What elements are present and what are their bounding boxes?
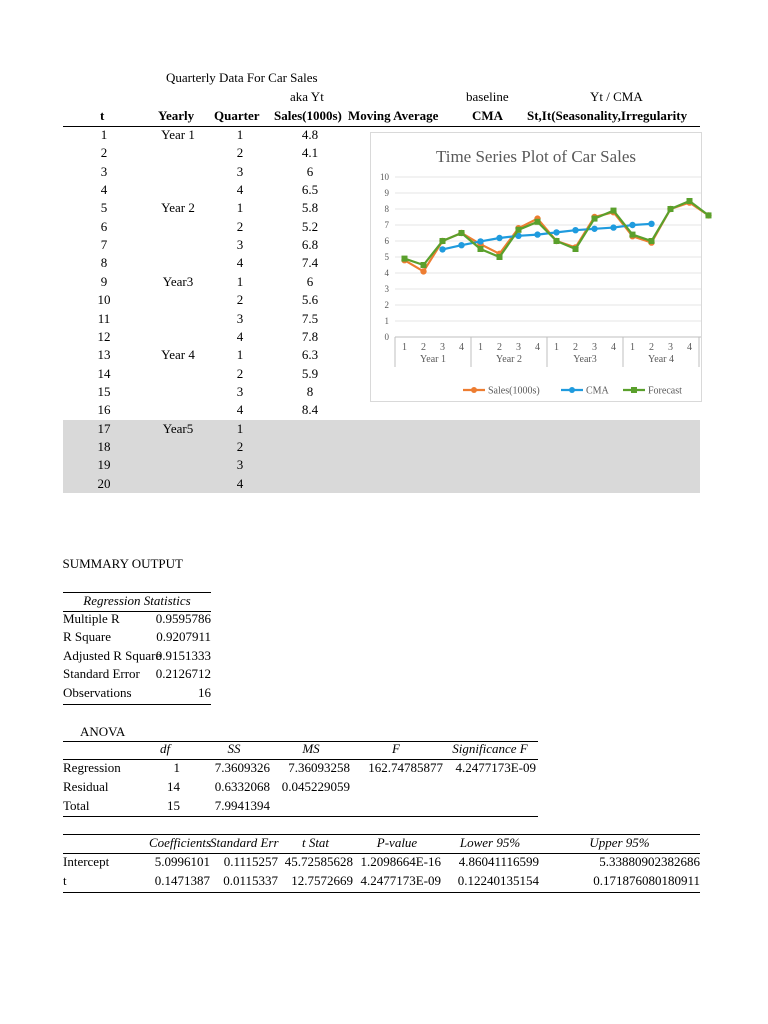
cell-year: Year5 bbox=[162, 420, 194, 436]
x-tick-label: 2 bbox=[497, 342, 502, 353]
coef-bottom-rule bbox=[63, 892, 700, 893]
cell-quarter: 3 bbox=[236, 457, 244, 473]
data-point bbox=[572, 227, 578, 233]
coef-tstat: 12.7572669 bbox=[291, 873, 353, 888]
data-point bbox=[611, 208, 617, 214]
data-point bbox=[477, 238, 483, 244]
data-point bbox=[459, 230, 465, 236]
anova-ss: 7.3609326 bbox=[214, 760, 270, 775]
data-point bbox=[592, 216, 598, 222]
cell-quarter: 1 bbox=[236, 420, 244, 436]
aka-label: aka Yt bbox=[290, 89, 324, 104]
coef-row-label: Intercept bbox=[63, 854, 110, 869]
cell-year: Year 4 bbox=[161, 347, 195, 363]
y-tick-label: 2 bbox=[384, 300, 389, 310]
cell-t: 14 bbox=[97, 365, 111, 381]
coef-value: 0.1471387 bbox=[154, 873, 210, 888]
x-tick-label: 4 bbox=[687, 342, 692, 353]
x-year-label: Year 2 bbox=[496, 354, 522, 365]
data-point bbox=[687, 198, 693, 204]
cell-t: 8 bbox=[100, 255, 108, 271]
legend-marker bbox=[569, 387, 575, 393]
legend-label: CMA bbox=[586, 385, 609, 397]
data-point bbox=[402, 256, 408, 262]
cell-sales: 5.8 bbox=[301, 200, 319, 216]
coef-value: 5.0996101 bbox=[154, 854, 210, 869]
x-tick-label: 2 bbox=[573, 342, 578, 353]
cell-t: 3 bbox=[100, 163, 108, 179]
cell-quarter: 1 bbox=[236, 127, 244, 142]
anova-bottom-rule bbox=[63, 816, 538, 817]
cell-quarter: 2 bbox=[236, 145, 244, 161]
cell-t: 15 bbox=[97, 383, 111, 399]
cell-sales: 6 bbox=[306, 273, 314, 289]
coef-lower: 4.86041116599 bbox=[458, 854, 539, 869]
summary-title: SUMMARY OUTPUT bbox=[62, 556, 183, 571]
regstat-value: 0.9595786 bbox=[155, 611, 211, 626]
legend-marker bbox=[471, 387, 477, 393]
anova-row-label: Total bbox=[63, 798, 90, 813]
anova-ss: 7.9941394 bbox=[214, 798, 270, 813]
data-point bbox=[610, 224, 616, 230]
coef-col-header: t Stat bbox=[301, 835, 330, 850]
x-year-label: Year 1 bbox=[420, 354, 446, 365]
time-series-chart bbox=[370, 132, 702, 402]
cell-quarter: 2 bbox=[236, 292, 244, 308]
regstat-label: R Square bbox=[63, 629, 112, 645]
data-point bbox=[706, 212, 712, 218]
cell-quarter: 3 bbox=[236, 163, 244, 179]
cell-quarter: 4 bbox=[236, 402, 244, 418]
cell-t: 16 bbox=[97, 402, 111, 418]
cell-quarter: 1 bbox=[236, 347, 244, 363]
cell-sales: 7.5 bbox=[301, 310, 319, 326]
anova-title: ANOVA bbox=[80, 724, 126, 739]
anova-col-header: Significance F bbox=[452, 741, 528, 756]
y-tick-label: 0 bbox=[384, 332, 389, 342]
cell-quarter: 3 bbox=[236, 310, 244, 326]
coef-pvalue: 1.2098664E-16 bbox=[360, 854, 441, 869]
y-tick-label: 9 bbox=[384, 188, 389, 198]
cell-t: 11 bbox=[97, 310, 111, 326]
y-tick-label: 1 bbox=[384, 316, 389, 326]
y-tick-label: 7 bbox=[384, 220, 389, 230]
anova-col-header: SS bbox=[227, 741, 241, 756]
series-line-cma bbox=[443, 224, 652, 250]
data-point bbox=[496, 235, 502, 241]
data-point bbox=[630, 232, 636, 238]
anova-df: 14 bbox=[167, 779, 180, 794]
anova-row-label: Regression bbox=[63, 760, 121, 775]
cell-quarter: 2 bbox=[236, 365, 244, 381]
x-tick-label: 1 bbox=[630, 342, 635, 353]
coef-tstat: 45.72585628 bbox=[284, 854, 353, 869]
y-tick-label: 8 bbox=[384, 204, 389, 214]
regstat-value: 0.9207911 bbox=[156, 629, 211, 645]
data-point bbox=[535, 219, 541, 225]
anova-col-header: F bbox=[392, 741, 400, 756]
cell-quarter: 4 bbox=[236, 255, 244, 271]
cell-year: Year 2 bbox=[161, 200, 195, 216]
cell-quarter: 2 bbox=[236, 438, 244, 454]
x-tick-label: 4 bbox=[535, 342, 540, 353]
y-tick-label: 6 bbox=[384, 236, 389, 246]
data-point bbox=[668, 206, 674, 212]
coef-upper: 5.33880902382686 bbox=[599, 854, 700, 869]
data-point bbox=[553, 229, 559, 235]
cell-quarter: 4 bbox=[236, 182, 244, 198]
cell-quarter: 3 bbox=[236, 383, 244, 399]
cell-sales: 6 bbox=[306, 163, 314, 179]
ratio-label: Yt / CMA bbox=[590, 89, 643, 104]
data-point bbox=[420, 268, 426, 274]
cell-t: 13 bbox=[97, 347, 111, 363]
cell-t: 12 bbox=[97, 328, 111, 344]
coef-col-header: P-value bbox=[376, 835, 418, 850]
cell-quarter: 2 bbox=[236, 218, 244, 234]
x-tick-label: 4 bbox=[459, 342, 464, 353]
col-header-quarter: Quarter bbox=[214, 108, 260, 123]
anova-ss: 0.6332068 bbox=[214, 779, 270, 794]
col-header-moving-average: Moving Average bbox=[348, 108, 439, 123]
cell-sales: 6.8 bbox=[301, 237, 319, 253]
cell-sales: 5.9 bbox=[301, 365, 319, 381]
x-tick-label: 3 bbox=[592, 342, 597, 353]
cell-year: Year3 bbox=[162, 273, 194, 289]
data-point bbox=[534, 231, 540, 237]
coef-se: 0.0115337 bbox=[223, 873, 278, 888]
regstat-label: Adjusted R Square bbox=[63, 647, 162, 663]
anova-col-header: MS bbox=[302, 741, 320, 756]
cell-t: 10 bbox=[97, 292, 111, 308]
cell-sales: 7.4 bbox=[301, 255, 319, 271]
data-point bbox=[516, 227, 522, 233]
chart-plot bbox=[371, 133, 701, 401]
legend-marker bbox=[631, 387, 637, 393]
regstat-value: 0.2126712 bbox=[155, 666, 211, 682]
y-tick-label: 4 bbox=[384, 268, 389, 278]
sheet-title: Quarterly Data For Car Sales bbox=[166, 70, 318, 85]
cell-quarter: 3 bbox=[236, 237, 244, 253]
cell-quarter: 4 bbox=[236, 328, 244, 344]
coef-se: 0.1115257 bbox=[223, 854, 278, 869]
x-tick-label: 2 bbox=[421, 342, 426, 353]
regstats-bottom-rule bbox=[63, 704, 211, 705]
y-tick-label: 5 bbox=[384, 252, 389, 262]
x-tick-label: 3 bbox=[516, 342, 521, 353]
cell-t: 5 bbox=[100, 200, 108, 216]
cell-t: 1 bbox=[100, 127, 108, 142]
cell-t: 2 bbox=[100, 145, 108, 161]
coef-row-label: t bbox=[63, 873, 67, 888]
regstat-label: Standard Error bbox=[63, 666, 140, 682]
x-tick-label: 2 bbox=[649, 342, 654, 353]
cell-sales: 7.8 bbox=[301, 328, 319, 344]
x-tick-label: 1 bbox=[402, 342, 407, 353]
regstat-label: Multiple R bbox=[63, 611, 120, 626]
anova-ms: 0.045229059 bbox=[281, 779, 350, 794]
y-tick-label: 10 bbox=[380, 172, 389, 182]
cell-sales: 8.4 bbox=[301, 402, 319, 418]
data-point bbox=[649, 238, 655, 244]
cell-year: Year 1 bbox=[161, 127, 195, 142]
data-point bbox=[421, 262, 427, 268]
data-point bbox=[629, 222, 635, 228]
col-header-sales: Sales(1000s) bbox=[274, 108, 342, 123]
cell-sales: 6.5 bbox=[301, 182, 319, 198]
cell-sales: 5.6 bbox=[301, 292, 319, 308]
data-point bbox=[458, 242, 464, 248]
cell-quarter: 1 bbox=[236, 200, 244, 216]
data-point bbox=[440, 238, 446, 244]
x-tick-label: 1 bbox=[478, 342, 483, 353]
coef-col-header: Upper 95% bbox=[589, 835, 650, 850]
data-point bbox=[554, 238, 560, 244]
data-point bbox=[648, 221, 654, 227]
col-header-seasonality: St,It(Seasonality,Irregularity bbox=[527, 108, 688, 123]
coef-col-header: Standard Err bbox=[210, 835, 279, 850]
anova-row-label: Residual bbox=[63, 779, 109, 794]
legend-label: Forecast bbox=[648, 385, 682, 397]
coef-pvalue: 4.2477173E-09 bbox=[360, 873, 441, 888]
regstat-label: Observations bbox=[63, 684, 132, 700]
cell-t: 20 bbox=[97, 475, 111, 491]
cell-sales: 8 bbox=[306, 383, 314, 399]
data-point bbox=[439, 246, 445, 252]
anova-sig: 4.2477173E-09 bbox=[455, 760, 536, 775]
cell-t: 9 bbox=[100, 273, 108, 289]
anova-df: 1 bbox=[173, 760, 180, 775]
coef-col-header: Lower 95% bbox=[459, 835, 521, 850]
regstat-value: 0.9151333 bbox=[155, 647, 211, 663]
coef-lower: 0.12240135154 bbox=[457, 873, 539, 888]
col-header-cma: CMA bbox=[472, 108, 504, 123]
cell-sales: 5.2 bbox=[301, 218, 319, 234]
cell-quarter: 4 bbox=[236, 475, 244, 491]
col-header-yearly: Yearly bbox=[158, 108, 195, 123]
chart-title: Time Series Plot of Car Sales bbox=[435, 147, 637, 166]
cell-t: 6 bbox=[100, 218, 108, 234]
coef-upper: 0.171876080180911 bbox=[593, 873, 700, 888]
data-point bbox=[591, 226, 597, 232]
cell-t: 7 bbox=[100, 237, 108, 253]
cell-sales: 4.1 bbox=[301, 145, 319, 161]
data-point bbox=[573, 246, 579, 252]
regstats-title: Regression Statistics bbox=[83, 593, 191, 608]
cell-t: 19 bbox=[97, 457, 111, 473]
regstat-value: 16 bbox=[198, 684, 211, 700]
col-header-t: t bbox=[100, 108, 105, 123]
data-point bbox=[497, 254, 503, 260]
cell-quarter: 1 bbox=[236, 273, 244, 289]
x-tick-label: 1 bbox=[554, 342, 559, 353]
data-point bbox=[478, 246, 484, 252]
anova-ms: 7.36093258 bbox=[288, 760, 350, 775]
coef-col-header: Coefficients bbox=[148, 835, 212, 850]
y-tick-label: 3 bbox=[384, 284, 389, 294]
legend-label: Sales(1000s) bbox=[488, 385, 540, 397]
cell-t: 4 bbox=[100, 182, 108, 198]
anova-f: 162.74785877 bbox=[368, 760, 443, 775]
anova-col-header: df bbox=[159, 741, 171, 756]
cell-sales: 6.3 bbox=[301, 347, 319, 363]
x-year-label: Year 4 bbox=[648, 354, 674, 365]
baseline-label: baseline bbox=[466, 89, 509, 104]
x-year-label: Year3 bbox=[573, 354, 597, 365]
cell-sales: 4.8 bbox=[301, 127, 319, 142]
x-tick-label: 3 bbox=[440, 342, 445, 353]
anova-df: 15 bbox=[167, 798, 180, 813]
cell-t: 17 bbox=[97, 420, 111, 436]
cell-t: 18 bbox=[97, 438, 111, 454]
x-tick-label: 4 bbox=[611, 342, 616, 353]
x-tick-label: 3 bbox=[668, 342, 673, 353]
